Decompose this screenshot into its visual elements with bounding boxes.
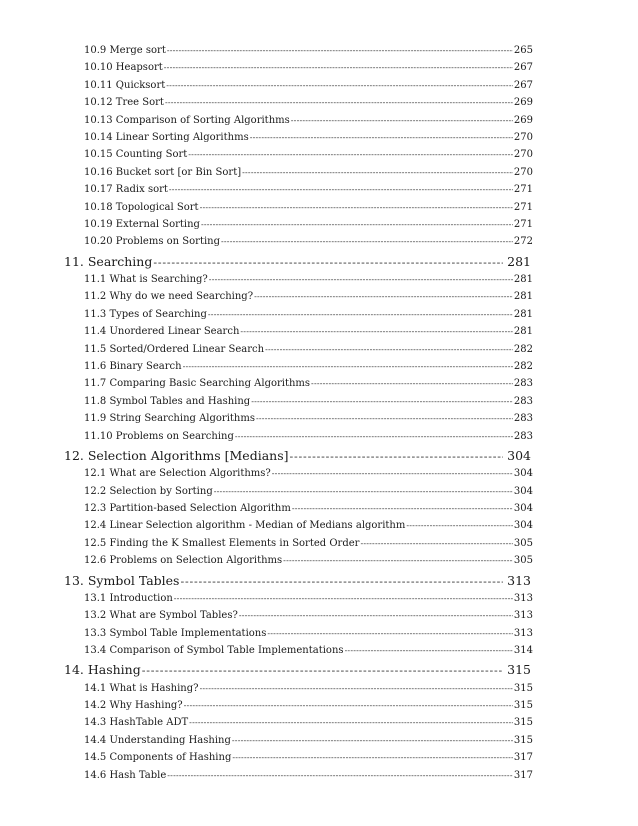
toc-section-entry[interactable] [0,112,638,126]
toc-section-entry[interactable] [0,483,638,497]
toc-chapter-entry[interactable] [0,571,638,588]
toc-entry-page: 314 [513,645,533,656]
toc-entry-title: 14.3 HashTable ADT [84,717,189,729]
toc-entry-title: 11.9 String Searching Algorithms [84,413,255,425]
dot-leader [232,735,513,746]
dot-leader [290,448,504,463]
toc-entry-page: 315 [507,662,531,678]
toc-section-entry[interactable] [0,341,638,355]
toc-entry-title: 10.17 Radix sort [84,184,168,196]
dot-leader [188,149,513,160]
toc-entry-title: 10.10 Heapsort [84,62,163,74]
dot-leader [239,610,513,621]
toc-section-entry[interactable] [0,375,638,389]
toc-section-entry[interactable] [0,607,638,621]
toc-entry-title: 10.20 Problems on Sorting [84,236,220,248]
toc-entry-page: 281 [507,253,531,269]
toc-entry-title: 11.3 Types of Searching [84,308,207,320]
toc-section-entry[interactable] [0,428,638,442]
toc-section-entry[interactable] [0,590,638,604]
dot-leader [291,115,513,126]
toc-entry-title: 14.1 What is Hashing? [84,682,199,694]
toc-entry-title: 12.6 Problems on Selection Algorithms [84,555,283,567]
toc-section-entry[interactable] [0,393,638,407]
toc-chapter-entry[interactable] [0,446,638,463]
toc-entry-title: 12.3 Partition-based Selection Algorithm [84,503,291,514]
toc-entry-page: 305 [513,537,533,549]
dot-leader [360,538,512,549]
toc-entry-title: 11.4 Unordered Linear Search [84,326,240,338]
toc-entry-title: 10.19 External Sorting [84,219,200,230]
toc-entry-title: 11.7 Comparing Basic Searching Algorithms [84,378,311,390]
toc-entry-page: 282 [513,361,533,372]
toc-entry-page: 281 [513,326,533,338]
toc-entry-page: 315 [513,700,533,711]
toc-section-entry[interactable] [0,233,638,247]
toc-entry-page: 304 [507,448,531,463]
toc-entry-title: 10.16 Bucket sort [or Bin Sort] [84,166,242,178]
toc-section-entry[interactable] [0,358,638,372]
dot-leader [251,396,513,407]
toc-entry-title: 10.13 Comparison of Sorting Algorithms [84,114,290,126]
dot-leader [167,770,513,781]
toc-entry-page: 283 [513,413,533,425]
toc-entry-title: 12.4 Linear Selection algorithm - Median of Medians algorithm [84,520,406,532]
toc-section-entry[interactable] [0,181,638,195]
dot-leader [200,683,513,694]
toc-entry-title: 10.12 Tree Sort [84,97,164,109]
dot-leader [272,468,513,479]
toc-entry-page: 315 [513,682,533,694]
toc-entry-title: 11.6 Binary Search [84,361,182,372]
toc-entry-title: 12.2 Selection by Sorting [84,485,213,497]
dot-leader [142,662,503,677]
toc-entry-title: 11.1 What is Searching? [84,274,208,285]
dot-leader [165,97,513,108]
dot-leader [174,593,513,604]
toc-entry-title: 14.6 Hash Table [84,769,167,781]
toc-entry-page: 271 [513,219,533,230]
toc-entry-page: 317 [513,769,533,781]
toc-entry-title: 11.8 Symbol Tables and Hashing [84,395,251,407]
toc-entry-title: 14.5 Components of Hashing [84,752,232,764]
toc-section-entry[interactable] [0,642,638,656]
toc-entry-page: 315 [513,717,533,729]
toc-entry-title: 13.2 What are Symbol Tables? [84,610,238,622]
toc-section-entry[interactable] [0,146,638,160]
dot-leader [267,628,513,639]
toc-section-entry[interactable] [0,697,638,711]
toc-section-entry[interactable] [0,465,638,479]
dot-leader [209,274,513,285]
dot-leader [167,45,513,56]
dot-leader [292,503,513,514]
toc-entry-page: 270 [513,166,533,178]
toc-section-entry[interactable] [0,77,638,91]
dot-leader [311,378,513,389]
toc-entry-title: 11.10 Problems on Searching [84,430,234,442]
toc-entry-title: 11. Searching [64,253,153,269]
toc-section-entry[interactable] [0,535,638,549]
toc-entry-page: 269 [513,114,533,126]
toc-entry-page: 270 [513,149,533,161]
toc-entry-title: 10.18 Topological Sort [84,201,199,213]
toc-section-entry[interactable] [0,271,638,285]
toc-entry-title: 12.5 Finding the K Smallest Elements in Sorted Order [84,537,360,549]
toc-entry-page: 313 [513,627,533,639]
toc-entry-page: 267 [513,62,533,74]
toc-entry-title: 13. Symbol Tables [64,572,180,588]
dot-leader [265,344,513,355]
toc-entry-page: 304 [513,503,533,514]
toc-entry-title: 14.4 Understanding Hashing [84,734,231,746]
toc-entry-title: 13.4 Comparison of Symbol Table Implementations [84,645,344,656]
toc-entry-page: 315 [513,734,533,746]
toc-entry-page: 271 [513,201,533,213]
toc-entry-title: 13.3 Symbol Table Implementations [84,627,267,639]
dot-leader [254,291,513,302]
toc-entry-page: 271 [513,184,533,196]
dot-leader [184,700,513,711]
toc-entry-page: 313 [507,572,531,588]
toc-entry-title: 12. Selection Algorithms [Medians] [64,448,289,463]
toc-entry-page: 267 [513,79,533,91]
toc-entry-page: 270 [513,132,533,143]
toc-section-entry[interactable] [0,129,638,143]
toc-entry-page: 304 [513,485,533,497]
toc-entry-page: 283 [513,395,533,407]
toc-section-entry[interactable] [0,164,638,178]
dot-leader [166,80,513,91]
toc-entry-title: 14.2 Why Hashing? [84,700,183,711]
toc-entry-title: 14. Hashing [64,662,141,678]
toc-entry-page: 281 [513,291,533,303]
toc-entry-title: 12.1 What are Selection Algorithms? [84,468,271,480]
toc-entry-page: 281 [513,274,533,285]
toc-section-entry[interactable] [0,288,638,302]
toc-entry-page: 304 [513,468,533,480]
toc-chapter-entry[interactable] [0,252,638,269]
toc-section-entry[interactable] [0,306,638,320]
toc-entry-page: 269 [513,97,533,109]
toc-entry-page: 283 [513,430,533,442]
toc-entry-page: 282 [513,343,533,355]
dot-leader [406,520,513,531]
toc-entry-page: 304 [513,520,533,532]
toc-section-entry[interactable] [0,767,638,781]
toc-section-entry[interactable] [0,42,638,56]
toc-entry-page: 313 [513,592,533,604]
dot-leader [189,717,513,728]
toc-entry-title: 11.5 Sorted/Ordered Linear Search [84,343,265,355]
toc-entry-title: 11.2 Why do we need Searching? [84,291,254,303]
toc-section-entry[interactable] [0,199,638,213]
dot-leader [200,202,513,213]
toc-section-entry[interactable] [0,216,638,230]
dot-leader [242,167,513,178]
toc-section-entry[interactable] [0,517,638,531]
toc-chapter-entry[interactable] [0,660,638,677]
dot-leader [250,132,513,143]
toc-entry-title: 13.1 Introduction [84,592,173,604]
toc-section-entry[interactable] [0,410,638,424]
dot-leader [208,309,513,320]
dot-leader [180,573,503,588]
toc-section-entry[interactable] [0,680,638,694]
toc-section-entry[interactable] [0,500,638,514]
dot-leader [232,752,513,763]
toc-section-entry[interactable] [0,323,638,337]
toc-section-entry[interactable] [0,552,638,566]
toc-entry-page: 313 [513,610,533,622]
toc-entry-title: 10.11 Quicksort [84,79,166,91]
dot-leader [235,431,513,442]
toc-section-entry[interactable] [0,732,638,746]
toc-entry-title: 10.14 Linear Sorting Algorithms [84,132,249,143]
toc-entry-page: 272 [513,236,533,248]
toc-entry-title: 10.9 Merge sort [84,45,166,56]
toc-entry-title: 10.15 Counting Sort [84,149,188,161]
dot-leader [214,486,513,497]
toc-entry-page: 305 [513,555,533,567]
toc-entry-page: 283 [513,378,533,390]
dot-leader [256,413,513,424]
toc-entry-page: 281 [513,308,533,320]
dot-leader [201,219,513,230]
toc-section-entry[interactable] [0,714,638,728]
toc-entry-page: 265 [513,45,533,56]
dot-leader [183,361,513,372]
toc-entry-page: 317 [513,752,533,764]
dot-leader [345,645,513,656]
toc-section-entry[interactable] [0,749,638,763]
toc-section-entry[interactable] [0,625,638,639]
dot-leader [240,326,513,337]
dot-leader [283,555,513,566]
dot-leader [169,184,513,195]
dot-leader [221,236,513,247]
toc-section-entry[interactable] [0,59,638,73]
dot-leader [164,62,513,73]
dot-leader [153,254,503,269]
toc-section-entry[interactable] [0,94,638,108]
